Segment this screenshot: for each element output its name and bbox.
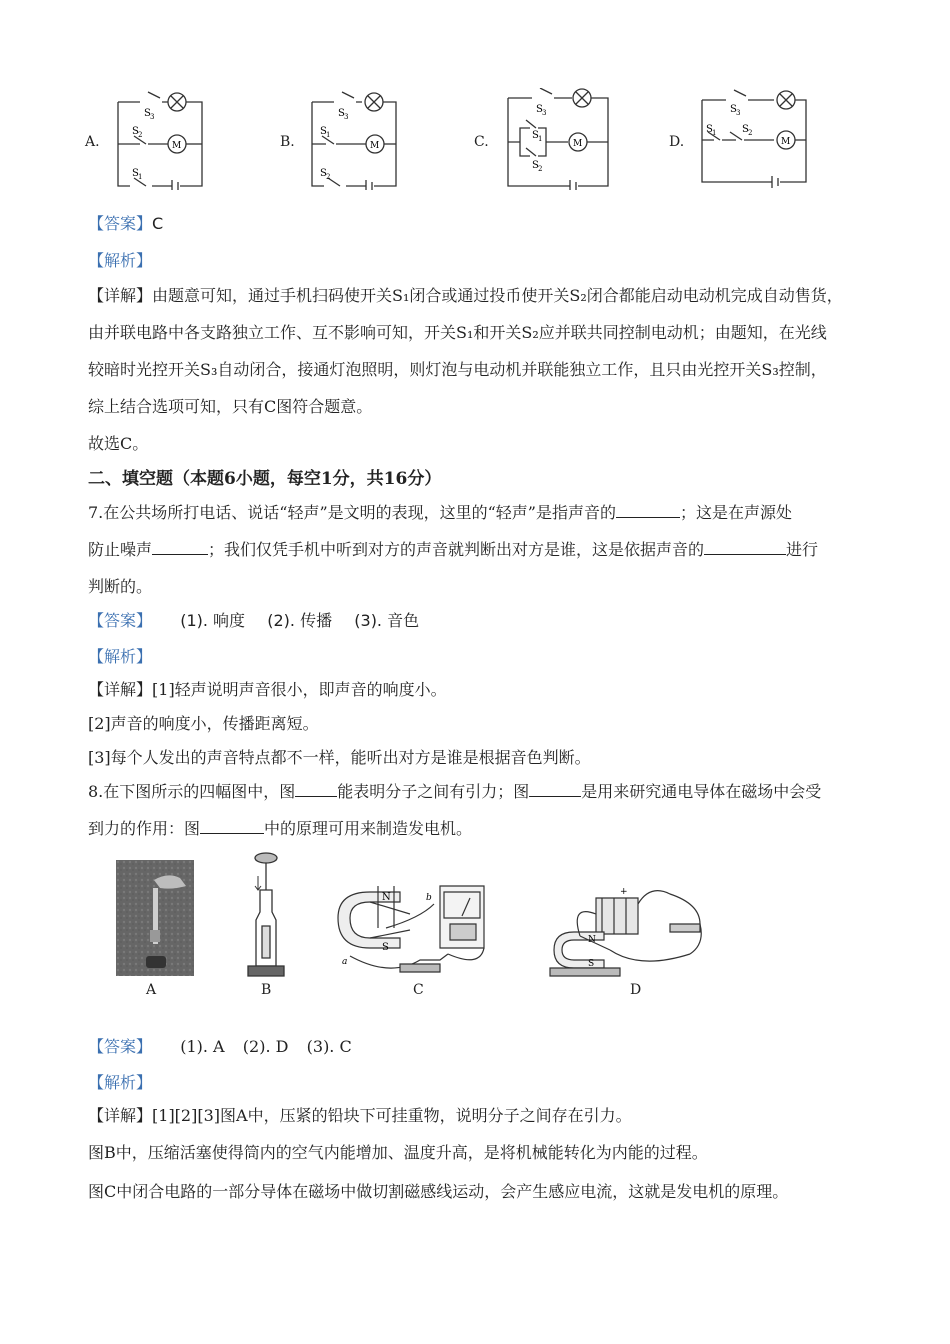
answer-item: (2). 传播	[267, 611, 333, 630]
svg-text:S: S	[320, 168, 327, 179]
q6-detail-line-4: 综上结合选项可知，只有C图符合题意。	[88, 397, 373, 416]
q7-text: ；这是在声源处	[680, 503, 793, 522]
q8-stem-line-2	[88, 818, 472, 840]
q7-text: ；我们仅凭手机中听到对方的声音就判断出对方是谁，这是依据声音的	[208, 540, 705, 559]
detail-text: [1]轻声说明声音很小，即声音的响度小。	[152, 680, 447, 699]
q6-detail-line-1	[88, 285, 843, 307]
fill-blank[interactable]	[616, 503, 680, 518]
q7-text: 进行	[786, 540, 819, 559]
svg-text:S: S	[536, 104, 543, 115]
svg-text:S: S	[532, 130, 539, 141]
q7-stem-line-1	[88, 502, 792, 524]
svg-text:2: 2	[326, 173, 331, 181]
q7-detail-line-1	[88, 679, 447, 701]
svg-text:S: S	[382, 942, 389, 953]
answer-tag: 【答案】	[88, 214, 153, 233]
q8-text: 8.在下图所示的四幅图中，图	[88, 782, 296, 801]
answer-item: (1). 响度	[180, 611, 246, 630]
q8-analysis-tag: 【解析】	[88, 1073, 153, 1092]
option-label-a: A.	[85, 134, 100, 150]
svg-text:2: 2	[538, 165, 543, 173]
fill-blank[interactable]	[704, 540, 786, 555]
svg-text:1: 1	[538, 135, 543, 143]
q8-detail-line-1	[88, 1105, 632, 1127]
svg-text:1: 1	[326, 131, 331, 139]
answer-tag: 【答案】	[88, 1037, 153, 1056]
q8-detail-line-3: 图C中闭合电路的一部分导体在磁场中做切割磁感线运动，会产生感应电流，这就是发电机的原理。	[88, 1182, 789, 1201]
svg-text:N: N	[588, 935, 596, 945]
svg-text:S: S	[588, 959, 595, 969]
svg-text:S: S	[132, 126, 139, 137]
q7-detail-line-3: [3]每个人发出的声音特点都不一样，能听出对方是谁是根据音色判断。	[88, 748, 591, 767]
answer-item: (3). C	[306, 1037, 352, 1056]
q7-stem-line-2	[88, 539, 818, 561]
answer-item: (1). A	[180, 1037, 225, 1056]
q7-analysis-tag: 【解析】	[88, 647, 153, 666]
circuit-diagram-d	[694, 88, 809, 190]
svg-text:S: S	[144, 108, 151, 119]
fill-blank[interactable]	[200, 819, 264, 834]
svg-text:M: M	[370, 141, 380, 151]
option-label-b: B.	[280, 134, 295, 150]
svg-text:S: S	[338, 108, 345, 119]
svg-text:b: b	[426, 893, 432, 903]
q8-text: 中的原理可用来制造发电机。	[264, 819, 473, 838]
fill-blank[interactable]	[529, 782, 581, 797]
q6-detail-line-3: 较暗时光控开关S₃自动闭合，接通灯泡照明，则灯泡与电动机并联能独立工作，且只由光控开关S₃控制，	[88, 360, 827, 379]
detail-tag: 【详解】	[88, 286, 153, 305]
q7-text: 防止噪声	[88, 540, 153, 559]
q8-text: 到力的作用：图	[88, 819, 201, 838]
svg-text:S: S	[706, 124, 713, 135]
q6-analysis-tag: 【解析】	[88, 251, 153, 270]
answer-item: (3). 音色	[354, 611, 420, 630]
answer-value: C	[152, 214, 164, 233]
figure-d-motor-setup	[540, 884, 715, 980]
svg-text:3: 3	[542, 109, 547, 117]
detail-tag: 【详解】	[88, 680, 153, 699]
svg-text:S: S	[132, 168, 139, 179]
answer-tag: 【答案】	[88, 611, 153, 630]
option-label-c: C.	[474, 134, 489, 150]
svg-text:S: S	[532, 160, 539, 171]
q6-detail-line-2: 由并联电路中各支路独立工作、互不影响可知，开关S₁和开关S₂应并联共同控制电动机；由题知，在光线	[88, 323, 827, 342]
figure-label-d: D	[630, 982, 642, 998]
svg-text:3: 3	[150, 113, 155, 121]
option-label-d: D.	[669, 134, 685, 150]
q8-text: 能表明分子之间有引力；图	[337, 782, 530, 801]
circuit-diagram-b	[304, 88, 404, 190]
figure-label-a: A	[146, 982, 157, 998]
section-title: 二、填空题（本题6小题，每空1分，共16分）	[88, 469, 442, 489]
q6-conclusion: 故选C。	[88, 434, 149, 453]
circuit-diagram-a	[110, 88, 210, 190]
svg-text:S: S	[742, 124, 749, 135]
q8-stem-line-1	[88, 781, 821, 803]
svg-text:M: M	[573, 139, 583, 149]
svg-text:a: a	[342, 957, 348, 967]
circuit-diagram-c	[500, 88, 615, 190]
svg-text:1: 1	[138, 173, 143, 181]
q8-text: 是用来研究通电导体在磁场中会受	[581, 782, 822, 801]
q7-detail-line-2: [2]声音的响度小，传播距离短。	[88, 714, 319, 733]
q6-answer	[88, 213, 164, 235]
q8-detail-line-2: 图B中，压缩活塞使得筒内的空气内能增加、温度升高，是将机械能转化为内能的过程。	[88, 1143, 708, 1162]
figure-a-lead-blocks	[116, 860, 194, 976]
detail-text: 由题意可知，通过手机扫码使开关S₁闭合或通过投币使开关S₂闭合都能启动电动机完成自动售货，	[152, 286, 843, 305]
figure-b-compression-cylinder	[240, 850, 292, 982]
svg-text:S: S	[320, 126, 327, 137]
answer-item: (2). D	[242, 1037, 289, 1056]
svg-text:+: +	[620, 887, 628, 897]
figure-label-b: B	[261, 982, 272, 998]
fill-blank[interactable]	[152, 540, 208, 555]
svg-text:3: 3	[736, 109, 741, 117]
q8-answer	[88, 1036, 352, 1058]
fill-blank[interactable]	[295, 782, 337, 797]
svg-text:1: 1	[712, 129, 717, 137]
q7-answer	[88, 610, 419, 632]
detail-tag: 【详解】	[88, 1106, 153, 1125]
svg-text:M: M	[781, 137, 791, 147]
svg-text:2: 2	[138, 131, 143, 139]
figure-label-c: C	[413, 982, 424, 998]
detail-text: [1][2][3]图A中，压紧的铅块下可挂重物，说明分子之间存在引力。	[152, 1106, 632, 1125]
q7-stem-line-3: 判断的。	[88, 577, 153, 596]
svg-text:N: N	[382, 892, 391, 903]
svg-text:2: 2	[748, 129, 753, 137]
figure-c-generator-setup	[330, 868, 495, 978]
svg-text:3: 3	[344, 113, 349, 121]
svg-text:M: M	[172, 141, 182, 151]
q7-text: 7.在公共场所打电话、说话“轻声”是文明的表现，这里的“轻声”是指声音的	[88, 503, 616, 522]
svg-text:S: S	[730, 104, 737, 115]
